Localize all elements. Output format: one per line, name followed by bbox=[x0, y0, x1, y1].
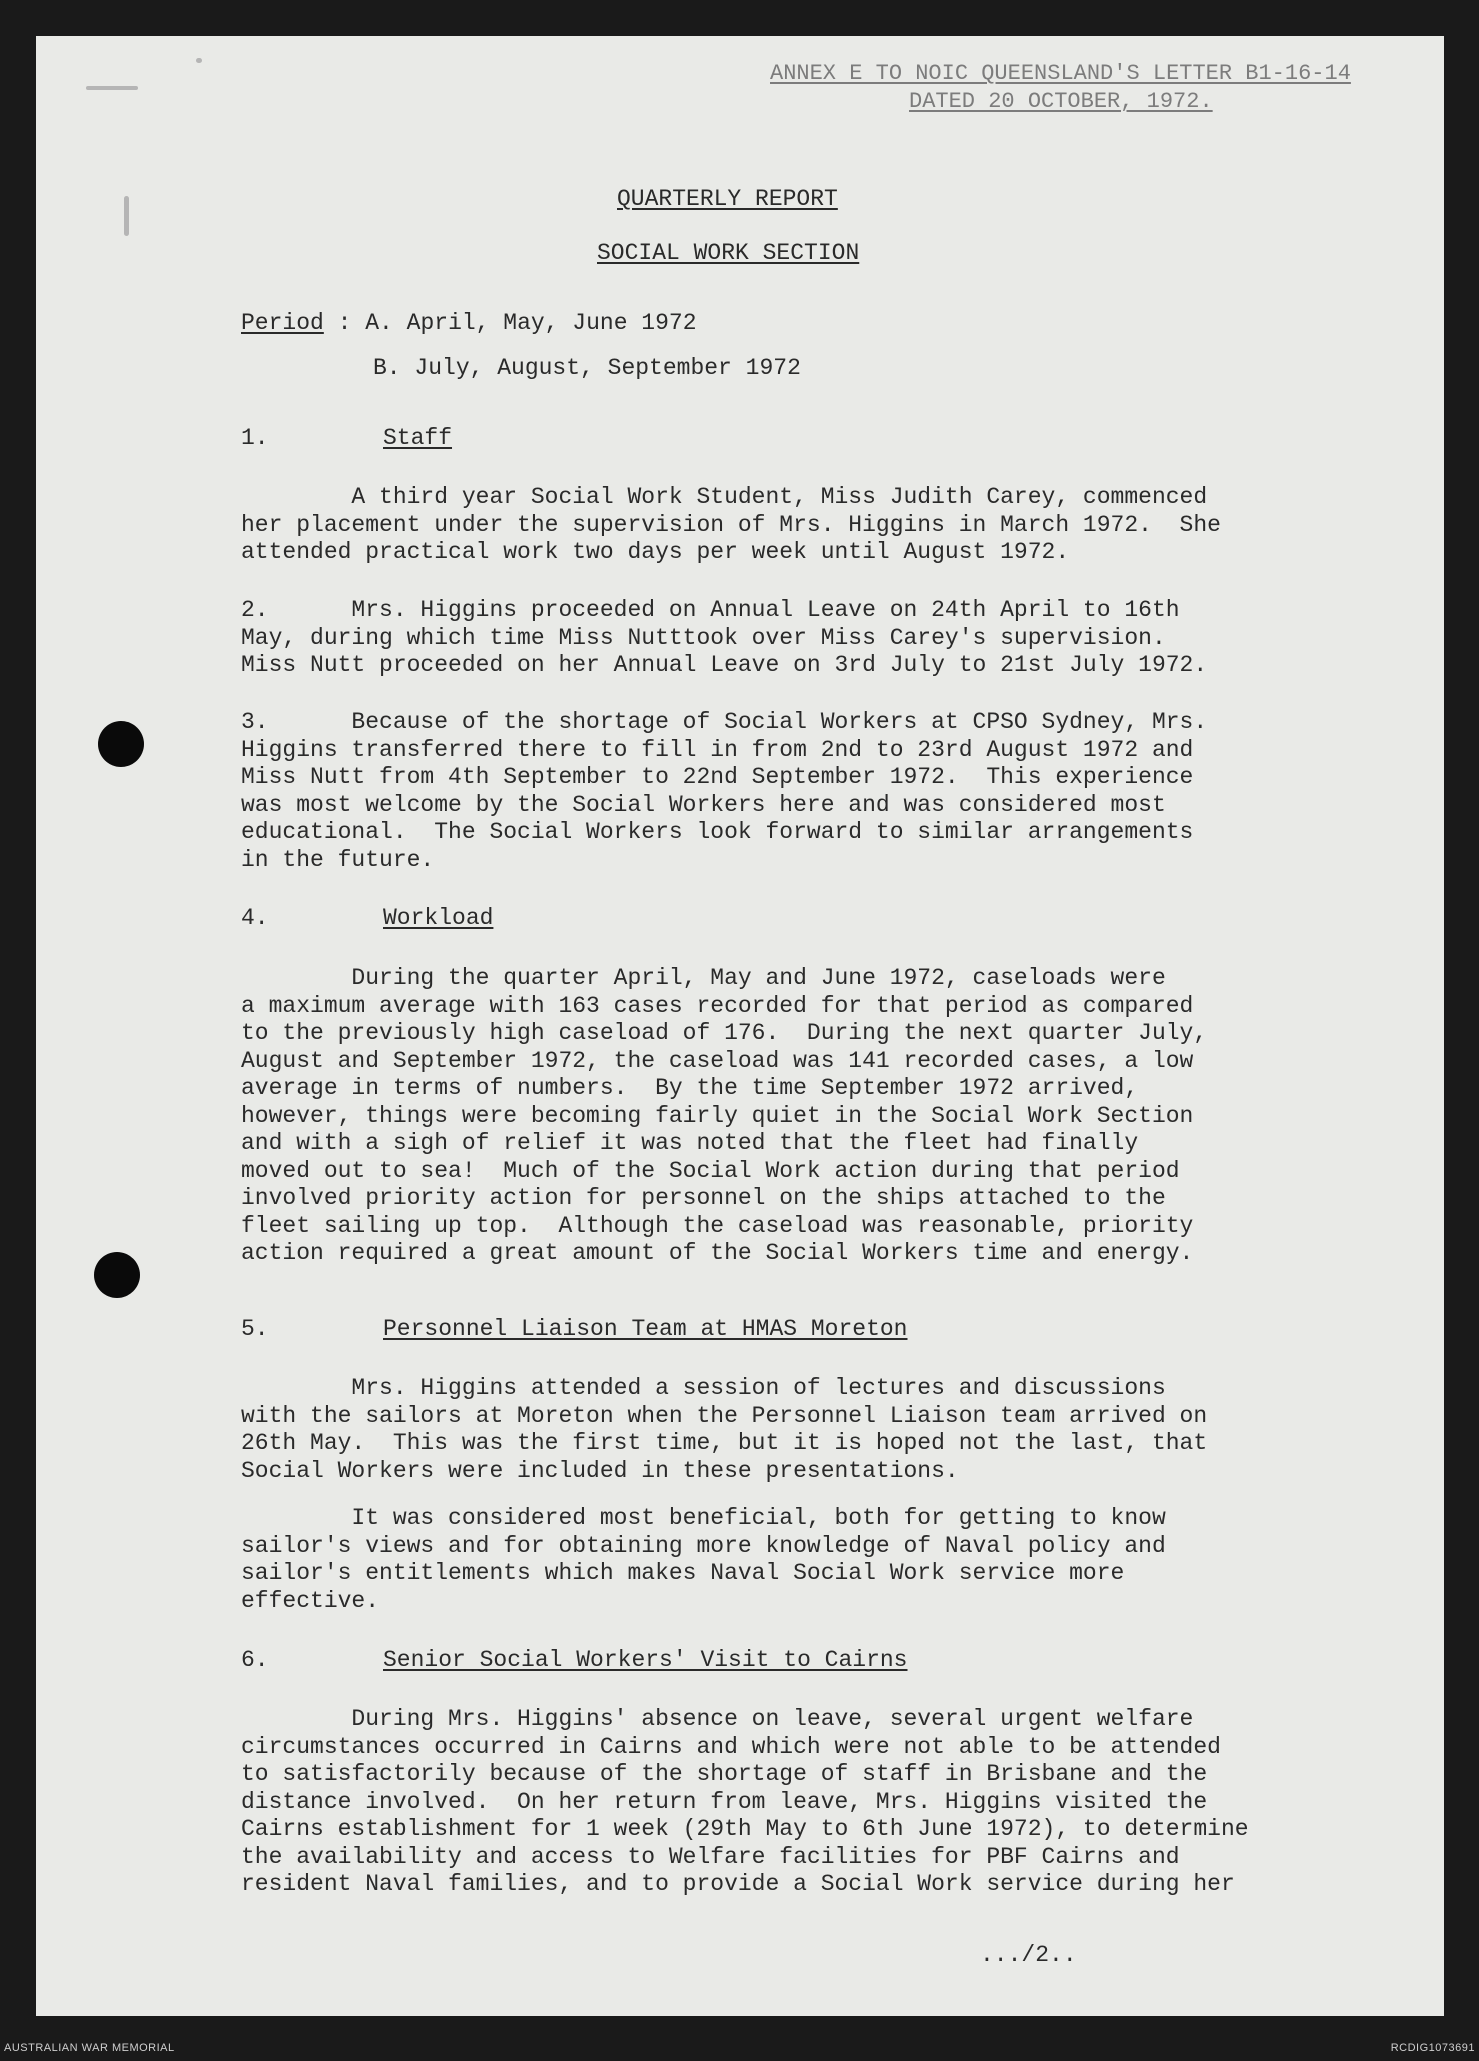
heading-staff: Staff bbox=[383, 425, 453, 451]
paper-mark bbox=[196, 58, 202, 63]
paragraph-3: 3. Because of the shortage of Social Workers at CPSO Sydney, Mrs. Higgins transferred there to fill in from 2nd to 23rd August 1972 and Miss Nutt from 4th September to 22nd September 1972. This experience was most welcome by the Social Workers here and was considered most educational. The Social Workers look forward to similar arrangements in the future. bbox=[241, 709, 1208, 873]
footer-record-id: RCDIG1073691 bbox=[1390, 2042, 1475, 2054]
section-number: 6. bbox=[241, 1647, 269, 1673]
period-line bbox=[241, 310, 697, 337]
punch-hole bbox=[98, 721, 144, 767]
section-number: 1. bbox=[241, 425, 269, 451]
paragraph-liaison-1: Mrs. Higgins attended a session of lectures and discussions with the sailors at Moreton when the Personnel Liaison team arrived on 26th May. This was the first time, but it is hoped not the last, that Social Workers were included in these presentations. bbox=[241, 1375, 1208, 1484]
annex-reference: ANNEX E TO NOIC QUEENSLAND'S LETTER B1-16-14 bbox=[770, 61, 1351, 86]
page-continuation: .../2.. bbox=[980, 1942, 1077, 1968]
report-title: QUARTERLY REPORT bbox=[617, 186, 838, 212]
annex-date: DATED 20 OCTOBER, 1972. bbox=[909, 89, 1213, 114]
paragraph-cairns: During Mrs. Higgins' absence on leave, several urgent welfare circumstances occurred in Cairns and which were not able to be attended to satisfactorily because of the shortage of staff in Brisbane and the distance involved. On her return from leave, Mrs. Higgins visited the Cairns establishment for 1 week (29th May to 6th June 1972), to determine the availability and access to Welfare facilities for PBF Cairns and resident Naval families, and to provide a Social Work service during her bbox=[241, 1706, 1249, 1897]
section-number: 5. bbox=[241, 1316, 269, 1342]
section-number: 4. bbox=[241, 905, 269, 931]
footer-source: AUSTRALIAN WAR MEMORIAL bbox=[4, 2042, 175, 2054]
heading-cairns-visit: Senior Social Workers' Visit to Cairns bbox=[383, 1647, 908, 1673]
punch-hole bbox=[94, 1252, 140, 1298]
paper-mark bbox=[124, 196, 129, 236]
period-b: B. July, August, September 1972 bbox=[373, 355, 801, 381]
paragraph-staff: A third year Social Work Student, Miss Judith Carey, commenced her placement under the supervision of Mrs. Higgins in March 1972. She attended practical work two days per week until August 1972. bbox=[241, 484, 1221, 565]
period-a: A. April, May, June 1972 bbox=[365, 310, 697, 336]
period-label: Period bbox=[241, 310, 324, 336]
paragraph-2: 2. Mrs. Higgins proceeded on Annual Leave on 24th April to 16th May, during which time Miss Nutttook over Miss Carey's supervision. Miss Nutt proceeded on her Annual Leave on 3rd July to 21st July 1972. bbox=[241, 597, 1208, 678]
heading-workload: Workload bbox=[383, 905, 494, 931]
section-title: SOCIAL WORK SECTION bbox=[597, 240, 860, 266]
period-separator: : bbox=[323, 310, 366, 336]
paragraph-workload: During the quarter April, May and June 1972, caseloads were a maximum average with 163 cases recorded for that period as compared to the previously high caseload of 176. During the next quarter July, August and September 1972, the caseload was 141 recorded cases, a low average in terms of numbers. By the time September 1972 arrived, however, things were becoming fairly quiet in the Social Work Section and with a sigh of relief it was noted that the fleet had finally moved out to sea! Much of the Social Work action during that period involved priority action for personnel on the ships attached to the fleet sailing up top. Although the caseload was reasonable, priority action required a great amount of the Social Workers time and energy. bbox=[241, 965, 1208, 1266]
paragraph-liaison-2: It was considered most beneficial, both for getting to know sailor's views and for obtaining more knowledge of Naval policy and sailor's entitlements which makes Naval Social Work service more effective. bbox=[241, 1505, 1166, 1614]
heading-liaison-team: Personnel Liaison Team at HMAS Moreton bbox=[383, 1316, 908, 1342]
paper-mark bbox=[86, 86, 138, 90]
